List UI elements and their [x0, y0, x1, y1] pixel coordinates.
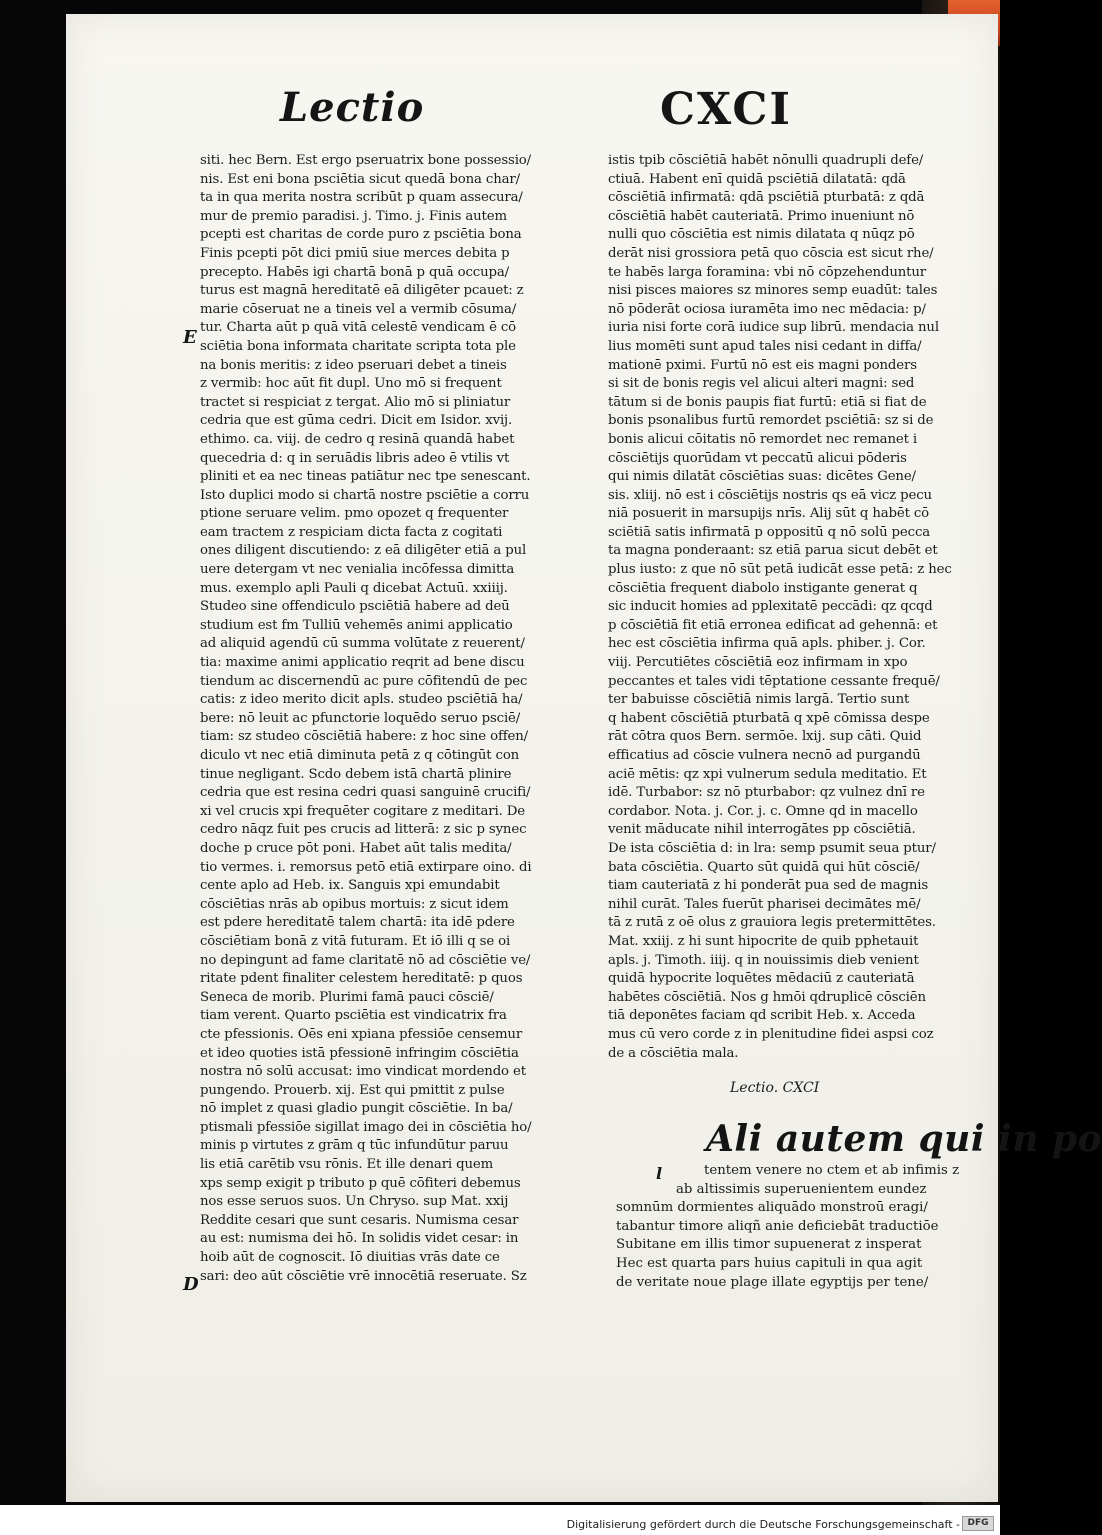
- text-line: venit māducate nihil interrogātes pp cōsciētiā.: [608, 822, 916, 838]
- text-line: cōsciētia frequent diabolo instigante generat q: [608, 580, 918, 596]
- text-line: Subitane em illis timor supuenerat z insperat: [616, 1237, 922, 1253]
- text-line: tio vermes. i. remorsus petō etiā extirpare oino. di: [200, 859, 532, 875]
- text-line: tractet si respiciat z tergat. Alio mō si pliniatur: [200, 394, 511, 410]
- text-line: bere: nō leuit ac pfunctorie loquēdo seruo psciē/: [200, 710, 521, 726]
- text-line: sciētiā satis infirmatā p oppositū q nō solū pecca: [608, 524, 931, 540]
- text-line: sic inducit homies ad pplexitatē peccādi: qz qcqd: [608, 599, 933, 615]
- text-line: nihil curāt. Tales fuerūt pharisei decimātes mē/: [608, 896, 921, 912]
- text-line: siti. hec Bern. Est ergo pseruatrix bone possessio/: [200, 153, 531, 168]
- text-line: cente aplo ad Heb. ix. Sanguis xpi emundabit: [200, 878, 500, 894]
- text-line: tiam verent. Quarto psciētia est vindicatrix fra: [200, 1008, 507, 1024]
- text-line: xi vel crucis xpi frequēter cogitare z meditari. De: [200, 803, 525, 819]
- text-line: tentem venere no ctem et ab infimis z: [704, 1163, 960, 1178]
- text-line: cōsciētias nrās ab opibus mortuis: z sicut idem: [200, 896, 509, 912]
- margin-mark-e: E: [183, 327, 197, 348]
- margin-mark-l: l: [656, 1164, 663, 1183]
- text-line: z vermib: hoc aūt fit dupl. Uno mō si frequent: [200, 376, 502, 392]
- text-line: habētes cōsciētiā. Nos g hmōi qdruplicē cōsciēn: [608, 989, 926, 1005]
- text-line: uere detergam vt nec venialia incōfessa dimitta: [200, 562, 515, 578]
- text-line: doche p cruce pōt poni. Habet aūt talis medita/: [200, 840, 512, 856]
- text-line: nos esse seruos suos. Un Chryso. sup Mat. xxij: [200, 1194, 509, 1210]
- text-line: lius momēti sunt apud tales nisi cedant in diffa/: [608, 338, 922, 354]
- text-line: mus cū vero corde z in plenitudine fidei aspsi coz: [608, 1026, 934, 1042]
- text-line: Mat. xxiij. z hi sunt hipocrite de quib pphetauit: [608, 933, 919, 949]
- text-line: sis. xliij. nō est i cōsciētijs nostris qs eā vicz pecu: [608, 487, 932, 503]
- text-line: minis p virtutes z grām q tūc infundūtur paruu: [200, 1138, 509, 1154]
- text-line: marie cōseruat ne a tineis vel a vermib cōsuma/: [200, 301, 517, 317]
- text-line: peccantes et tales vidi tēptatione cessante frequē/: [608, 673, 940, 689]
- text-line: cte pfessionis. Oēs eni xpiana pfessiōe censemur: [200, 1026, 523, 1042]
- text-line: nostra nō solū accusat: imo vindicat mordendo et: [200, 1064, 526, 1080]
- text-line: cedro nāqz fuit pes crucis ad litterā: z sic p synec: [200, 822, 527, 838]
- dfg-logo: DFG: [962, 1516, 994, 1531]
- text-line: nis. Est eni bona psciētia sicut quedā bona char/: [200, 171, 520, 187]
- text-line: ctiuā. Habent enī quidā psciētiā dilatatā: qdā: [608, 171, 906, 187]
- text-line: tātum si de bonis paupis fiat furtū: etiā si fiat de: [608, 394, 927, 410]
- text-line: apls. j. Timoth. iiij. q in nouissimis dieb venient: [608, 952, 919, 968]
- section-heading: Lectio. CXCI: [730, 1080, 820, 1096]
- text-line: nisi pisces maiores sz minores semp euadūt: tales: [608, 283, 938, 299]
- text-line: ritate pdent finaliter celestem hereditatē: p quos: [200, 971, 523, 987]
- text-line: cōsciētiā infirmatā: qdā psciētiā pturbatā: z qdā: [608, 190, 925, 206]
- text-line: est pdere hereditatē talem chartā: ita idē pdere: [200, 915, 515, 931]
- text-line: istis tpib cōsciētiā habēt nōnulli quadrupli defe/: [608, 153, 924, 168]
- text-line: nō pōderāt ociosa iuramēta imo nec mēdacia: p/: [608, 301, 926, 317]
- text-line: tā z rutā z oē olus z grauiora legis pretermittētes.: [608, 915, 936, 931]
- text-line: na bonis meritis: z ideo pseruari debet a tineis: [200, 357, 507, 373]
- text-line: lis etiā carētib vsu rōnis. Et ille denari quem: [200, 1157, 494, 1173]
- text-line: efficatius ad cōscie vulnera necnō ad purgandū: [608, 748, 921, 763]
- text-line: te habēs larga foramina: vbi nō cōpzehenduntur: [608, 264, 926, 280]
- text-line: bata cōsciētia. Quarto sūt quidā qui hūt cōsciē/: [608, 859, 920, 875]
- text-line: ab altissimis superuenientem eundez: [676, 1181, 927, 1197]
- text-line: derāt nisi grossiora petā quo cōscia est sicut rhe/: [608, 245, 934, 261]
- text-line: quidā hypocrite loquētes mēdaciū z cauteriatā: [608, 971, 915, 987]
- text-line: de a cōsciētia mala.: [608, 1045, 739, 1061]
- text-line: Studeo sine offendiculo psciētiā habere ad deū: [200, 599, 510, 615]
- text-line: precepto. Habēs igi chartā bonā p quā occupa/: [200, 264, 509, 280]
- incipit-line: Ali autem qui in po: [706, 1118, 1102, 1160]
- text-line: Reddite cesari que sunt cesaris. Numisma cesar: [200, 1212, 519, 1228]
- text-line: q habent cōsciētiā pturbatā q xpē cōmissa despe: [608, 710, 930, 726]
- text-line: tiam: sz studeo cōsciētiā habere: z hoc sine offen/: [200, 729, 528, 745]
- text-line: bonis psonalibus furtū remordet psciētiā: sz si de: [608, 413, 934, 429]
- text-line: tiā deponētes faciam qd scribit Heb. x. Acceda: [608, 1008, 916, 1024]
- text-line: cedria que est gūma cedri. Dicit em Isidor. xvij.: [200, 413, 513, 429]
- text-line: tiam cauteriatā z hi ponderāt pua sed de magnis: [608, 878, 929, 894]
- text-line: De ista cōsciētia d: in lra: semp psumit seua ptur/: [608, 840, 936, 856]
- text-line: mus. exemplo apli Pauli q dicebat Actuū. xxiiij.: [200, 580, 508, 596]
- text-line: ethimo. ca. viij. de cedro q resinā quandā habet: [200, 431, 515, 447]
- text-line: cōsciētiā habēt cauteriatā. Primo inueniunt nō: [608, 208, 915, 224]
- text-line: bonis alicui cōitatis nō remordet nec remanet i: [608, 431, 917, 447]
- running-head-left: Lectio: [280, 84, 425, 131]
- text-line: ta magna ponderaant: sz etiā parua sicut debēt et: [608, 543, 938, 559]
- text-line: cedria que est resina cedri quasi sanguinē crucifi/: [200, 785, 531, 801]
- text-line: Finis pcepti pōt dici pmiū siue merces debita p: [200, 245, 510, 261]
- text-line: eam tractem z respiciam dicta facta z cogitati: [200, 524, 503, 540]
- text-line: turus est magnā hereditatē eā diligēter pcauet: z: [200, 283, 524, 299]
- text-line: de veritate noue plage illate egyptijs per tene/: [616, 1274, 929, 1290]
- text-line: nō implet z quasi gladio pungit cōsciētie. In ba/: [200, 1101, 513, 1117]
- text-line: au est: numisma dei hō. In solidis videt cesar: in: [200, 1231, 519, 1247]
- text-line: ptismali pfessiōe sigillat imago dei in cōsciētia ho/: [200, 1119, 532, 1135]
- text-line: et ideo quoties istā pfessionē infringim cōsciētia: [200, 1045, 519, 1061]
- text-line: niā posuerit in marsupijs nrīs. Alij sūt q habēt cō: [608, 506, 930, 522]
- text-line: Isto duplici modo si chartā nostre psciētie a corru: [200, 487, 530, 503]
- text-line: no depingunt ad fame claritatē nō ad cōsciētie ve/: [200, 952, 531, 968]
- left-text-column: [200, 152, 590, 1286]
- text-line: studium est fm Tulliū vehemēs animi applicatio: [200, 617, 513, 633]
- text-line: idē. Turbabor: sz nō pturbabor: qz vulnez dnī re: [608, 785, 925, 801]
- text-line: ptione seruare velim. pmo opozet q frequenter: [200, 506, 509, 522]
- text-line: tia: maxime animi applicatio reqrit ad bene discu: [200, 655, 525, 671]
- text-line: pcepti est charitas de corde puro z psciētia bona: [200, 227, 522, 243]
- text-line: rāt cōtra quos Bern. sermōe. lxij. sup cāti. Quid: [608, 729, 922, 745]
- text-line: p cōsciētiā fit etiā erronea edificat ad gehennā: et: [608, 617, 938, 633]
- text-line: catis: z ideo merito dicit apls. studeo psciētiā ha/: [200, 692, 523, 708]
- text-line: xps semp exigit p tributo p quē cōfiteri debemus: [200, 1175, 521, 1191]
- text-line: quecedria d: q in seruādis libris adeo ē vtilis vt: [200, 450, 510, 466]
- text-line: ter babuisse cōsciētiā nimis largā. Tertio sunt: [608, 692, 910, 708]
- text-line: sari: deo aūt cōsciētie vrē innocētiā reseruate. Sz: [200, 1268, 527, 1284]
- text-line: cōsciētiam bonā z vitā futuram. Et iō illi q se oi: [200, 933, 511, 949]
- text-line: nulli quo cōsciētia est nimis dilatata q nūqz pō: [608, 227, 915, 243]
- text-line: tinue negligant. Scdo debem istā chartā plinire: [200, 766, 512, 782]
- text-line: viij. Percutiētes cōsciētiā eoz infirmam in xpo: [608, 655, 908, 671]
- text-line: mur de premio paradisi. j. Timo. j. Finis autem: [200, 208, 507, 224]
- text-line: ad aliquid agendū cū summa volūtate z reuerent/: [200, 636, 525, 652]
- text-line: aciē mētis: qz xpi vulnerum sedula meditatio. Et: [608, 766, 927, 782]
- right-lower-text: [616, 1162, 994, 1292]
- text-line: si sit de bonis regis vel alicui alteri magni: sed: [608, 376, 915, 392]
- text-line: somnūm dormientes aliquādo monstroū eragi/: [616, 1200, 928, 1216]
- text-line: pungendo. Prouerb. xij. Est qui pmittit z pulse: [200, 1082, 505, 1098]
- text-line: Hec est quarta pars huius capituli in qua agit: [616, 1255, 923, 1271]
- margin-mark-d: D: [183, 1274, 199, 1295]
- text-line: mationē pximi. Furtū nō est eis magni ponders: [608, 357, 917, 373]
- text-line: hec est cōsciētia infirma quā apls. phiber. j. Cor.: [608, 636, 926, 652]
- text-line: Seneca de morib. Plurimi famā pauci cōsciē/: [200, 989, 494, 1005]
- text-line: qui nimis dilatāt cōsciētias suas: dicētes Gene/: [608, 469, 916, 485]
- right-text-column: [608, 152, 992, 1063]
- text-line: tur. Charta aūt p quā vitā celestē vendicam ē cō: [200, 320, 517, 336]
- text-line: ones diligent discutiendo: z eā diligēter etiā a pul: [200, 543, 527, 559]
- text-line: tabantur timore aliqñ anie deficiebāt traductiōe: [616, 1218, 939, 1234]
- text-line: sciētia bona informata charitate scripta tota ple: [200, 338, 516, 354]
- text-line: cordabor. Nota. j. Cor. j. c. Omne qd in macello: [608, 803, 918, 819]
- text-line: iuria nisi forte corā iudice sup librū. mendacia nul: [608, 320, 939, 336]
- text-line: tiendum ac discernendū ac pure cōfitendū de pec: [200, 673, 528, 689]
- text-line: cōsciētijs quorūdam vt peccatū alicui pōderis: [608, 450, 907, 466]
- text-line: plus iusto: z que nō sūt petā iudicāt esse petā: z hec: [608, 562, 952, 578]
- text-line: ta in qua merita nostra scribūt p quam assecura/: [200, 190, 523, 206]
- footer-credit: Digitalisierung gefördert durch die Deutsche Forschungsgemeinschaft -: [566, 1518, 960, 1531]
- text-line: hoib aūt de cognoscit. Iō diuitias vrās date ce: [200, 1250, 500, 1266]
- text-line: diculo vt nec etiā diminuta petā z q cōtingūt con: [200, 748, 520, 763]
- text-line: pliniti et ea nec tineas patiātur nec tpe senescant.: [200, 469, 531, 485]
- running-head-right: CXCI: [660, 84, 792, 135]
